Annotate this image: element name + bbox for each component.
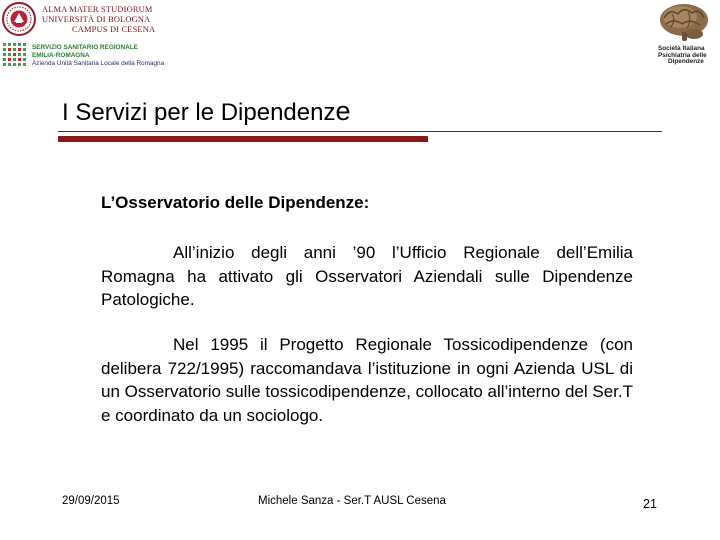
slide-title (62, 96, 351, 127)
slide-title-last-letter: e (335, 96, 351, 126)
footer-date: 29/09/2015 (62, 495, 120, 507)
society-logo (650, 0, 718, 72)
university-line-3: CAMPUS DI CESENA (72, 25, 156, 34)
health-service-grid-icon (2, 42, 28, 68)
university-seal-icon (2, 2, 36, 36)
footer-author: Michele Sanza - Ser.T AUSL Cesena (258, 495, 446, 507)
society-line-3: Dipendenze (668, 58, 704, 66)
brain-icon (656, 0, 712, 44)
page-number: 21 (643, 497, 657, 511)
title-divider-thick (58, 136, 428, 142)
university-logo (2, 2, 156, 38)
paragraph-2: Nel 1995 il Progetto Regionale Tossicodipendenze (con delibera 722/1995) raccomandava l’istituzione in ogni Azienda USL di un Osservatorio sulle tossicodipendenze, collocato all’interno del Ser.T e coordinato da un sociologo. (101, 335, 634, 425)
paragraph-1: All’inizio degli anni ’90 l’Ufficio Regionale dell’Emilia Romagna ha attivato gli Osservatori Aziendali sulle Dipendenze Patologiche. (101, 243, 633, 309)
health-service-logo (2, 42, 165, 70)
section-heading: L’Osservatorio delle Dipendenze: (101, 193, 370, 212)
slide-title-main: I Servizi per le Dipendenz (62, 99, 336, 126)
health-service-line-2: EMILIA-ROMAGNA (32, 52, 90, 59)
health-service-line-1: SERVIZIO SANITARIO REGIONALE (32, 44, 138, 51)
university-line-2: UNIVERSITÀ DI BOLOGNA (42, 15, 151, 24)
society-line-1: Società Italiana (658, 45, 705, 52)
society-line-2: Psichiatria delle (658, 51, 707, 59)
title-divider-thin (58, 131, 662, 132)
university-line-1: ALMA MATER STUDIORUM (42, 5, 153, 14)
health-service-line-3: Azienda Unità Sanitaria Locale della Romagna (32, 60, 165, 67)
